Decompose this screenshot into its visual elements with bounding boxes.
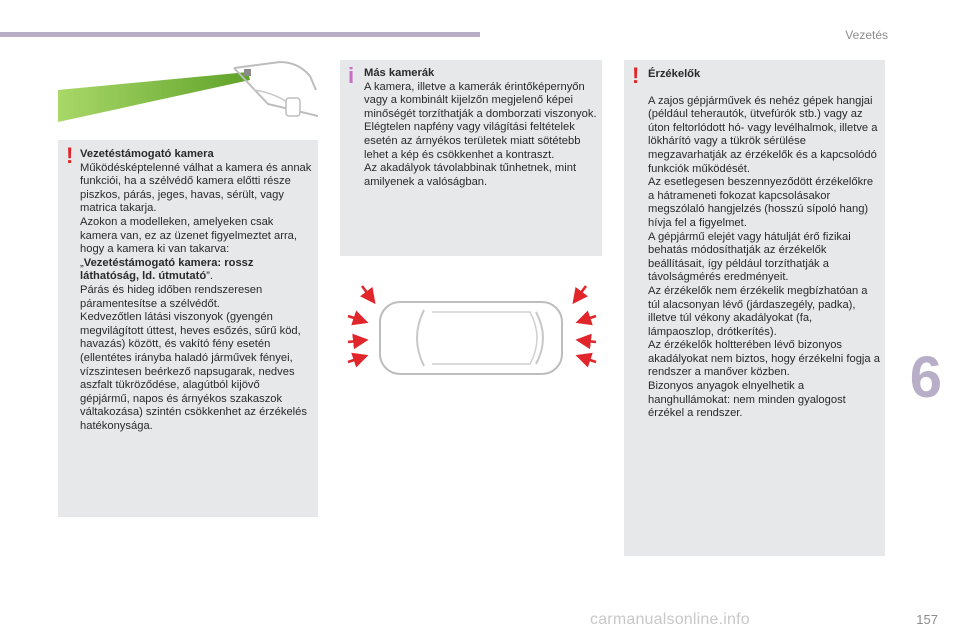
driving-camera-para-2: Azokon a modelleken, amelyeken csak kamera van, ez az üzenet figyelmeztet arra, hogy a kamera ki van takarva: „Vezetéstámogató kamera: rossz láthatóság, ld. útmutató”. [80, 215, 298, 283]
sensor-arrow-icon [348, 316, 366, 322]
section-title: Vezetés [845, 28, 888, 42]
sensors-para-5: Az érzékelők holtterében lévő bizonyos akadályokat nem biztos, hogy érzékelni fogja a rendszer a manőver közben. [648, 339, 880, 379]
driving-camera-message: Vezetéstámogató kamera: rossz láthatóság, ld. útmutató [80, 256, 254, 283]
sensors-title: Érzékelők [648, 68, 701, 80]
sensor-arrow-icon [348, 356, 366, 362]
sensors-warning-box [624, 60, 885, 556]
sensors-para-1: A zajos gépjárművek és nehéz gépek hangjai (például teherautók, ütvefúrók stb.) vagy az úton feltorlódott hó- vagy levélhalmok, illetve a lökhárító vagy a tükrök sérülése megzavarhatják az érzékelők és a kapcsolódó funkciók működését. [648, 94, 878, 175]
other-cameras-info-box [340, 60, 602, 256]
sensors-para-2: Az esetlegesen beszennyeződött érzékelőkre a hátrameneti fokozat kapcsolásakor megszólaló hangjelzés (hosszú sípoló hang) hívja fel a figyelmet. [648, 176, 874, 229]
parking-sensors-illustration [340, 282, 600, 380]
sensors-para-4: Az érzékelők nem érzékelik megbízhatóan a túl alacsonyan lévő (járdaszegély, padka), illetve túl vékony akadályokat (fa, lámpaoszlop, drótkerítés). [648, 284, 868, 338]
sensor-arrow-icon [578, 356, 596, 362]
other-cameras-para-1: A kamera, illetve a kamerák érintőképernyőn vagy a kombinált kijelzőn megjelenő képei minőségét torzíthatják a domborzati viszonyok. [364, 80, 597, 120]
sensor-arrow-icon [362, 286, 374, 302]
header-accent-bar [0, 32, 480, 37]
camera-icon [244, 69, 251, 76]
warning-icon: ! [66, 143, 74, 168]
driving-camera-title: Vezetéstámogató kamera [80, 148, 214, 160]
info-icon: i [348, 63, 355, 88]
watermark: carmanualsonline.info [590, 611, 750, 628]
car-body-outline [380, 302, 562, 374]
sensors-para-3: A gépjármű elejét vagy hátulját érő fizikai behatás módosíthatják az érzékelők beállításait, így például torzíthatják a távolságmérés eredményeit. [648, 230, 851, 284]
windscreen-camera-illustration [58, 60, 318, 134]
other-cameras-para-2: Elégtelen napfény vagy világítási feltételek esetén az árnyékos területek miatt sötétebb lehet a kép és csökkenhet a kontraszt. [364, 121, 581, 161]
rear-sensor-arrows [574, 286, 596, 362]
sensor-arrow-icon [348, 340, 366, 342]
driving-camera-warning-box [58, 140, 318, 517]
sensor-arrow-icon [578, 316, 596, 322]
warning-icon: ! [632, 63, 640, 88]
driving-camera-para-1: Működésképtelenné válhat a kamera és annak funkciói, ha a szélvédő kamera előtti része piszkos, párás, jeges, havas, sérült, vagy matrica takarja. [80, 161, 312, 215]
driving-camera-para-3: Párás és hideg időben rendszeresen páramentesítse a szélvédőt. [80, 283, 263, 310]
camera-field-of-view [58, 72, 250, 122]
sensors-para-6: Bizonyos anyagok elnyelhetik a hanghullámokat: nem minden gyalogost érzékel a rendszer. [648, 380, 846, 420]
sensor-arrow-icon [578, 340, 596, 342]
driving-camera-para-4: Kedvezőtlen látási viszonyok (gyengén megvilágított úttest, heves esőzés, sűrű köd, havazás) között, és vakító fény esetén (ellentétes irányba haladó járművek fényei, vízszintesen beérkező napsugarak, nedves aszfalt tükröződése, alagútból kijövő gépjármű, napos és árnyékos szakaszok váltakozása) szintén csökkenhet az érzékelés hatékonysága. [80, 311, 307, 432]
other-cameras-title: Más kamerák [364, 67, 435, 79]
chapter-number: 6 [909, 345, 942, 410]
front-sensor-arrows [348, 286, 374, 362]
other-cameras-para-3: Az akadályok távolabbinak tűnhetnek, mint amilyenek a valóságban. [364, 162, 577, 188]
mirror-outline [286, 98, 300, 116]
page-number: 157 [916, 612, 938, 627]
sensor-arrow-icon [574, 286, 586, 302]
